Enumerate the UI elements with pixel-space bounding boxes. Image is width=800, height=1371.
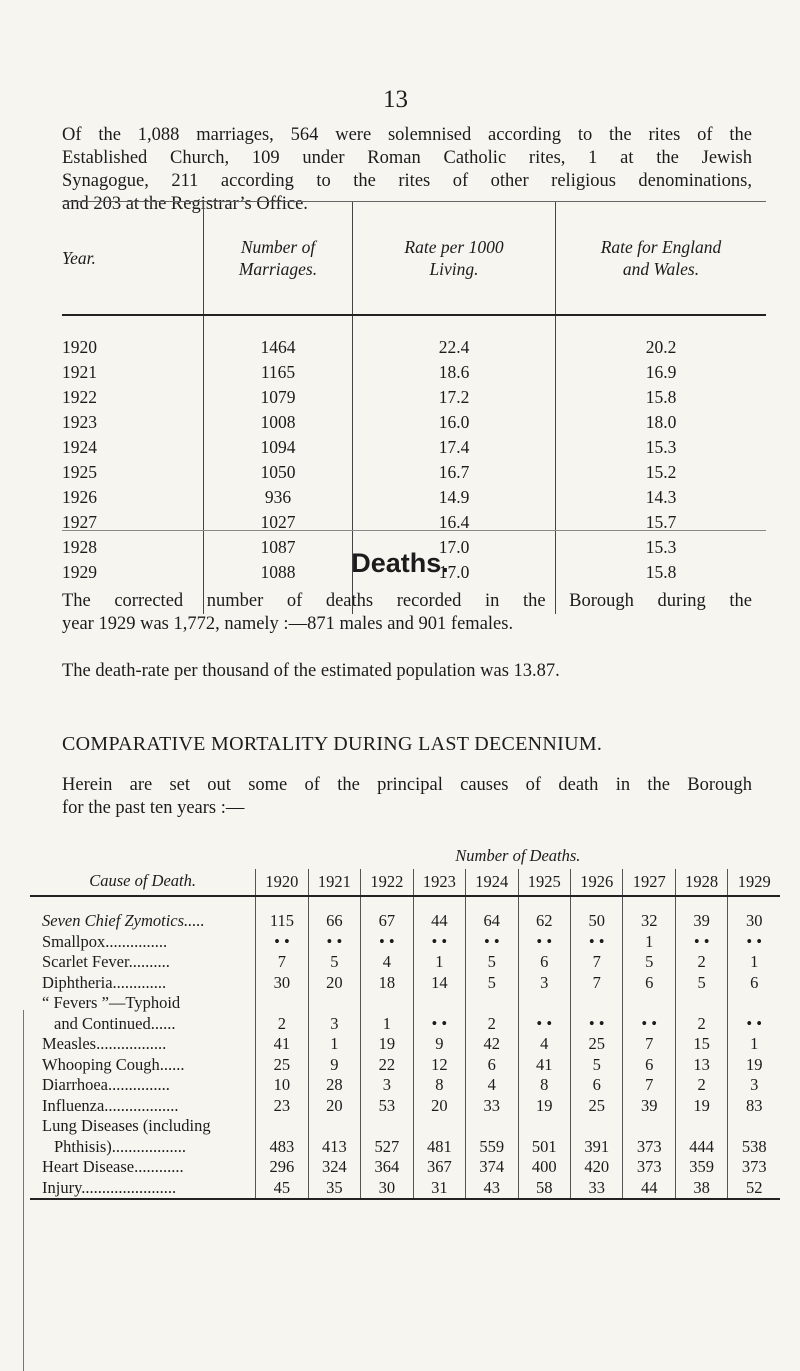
cell-rate: 16.4	[353, 510, 556, 535]
cell-number: 1008	[204, 410, 353, 435]
death-count: 12	[413, 1055, 465, 1076]
cause-label: Measles.................	[42, 1034, 167, 1053]
death-count: 5	[308, 952, 360, 973]
death-count: 7	[623, 1075, 675, 1096]
death-count: 41	[256, 1034, 308, 1055]
cell-eng: 15.8	[556, 385, 767, 410]
deaths-line: year 1929 was 1,772, namely :—871 males and 901 females.	[62, 614, 514, 634]
death-count	[728, 1116, 780, 1137]
death-count: 25	[571, 1096, 623, 1117]
death-count	[623, 1116, 675, 1137]
death-count: 50	[571, 911, 623, 932]
death-count: 7	[571, 952, 623, 973]
death-count: 2	[675, 1014, 727, 1035]
cell-year: 1928	[62, 537, 97, 557]
death-count: 6	[623, 1055, 675, 1076]
death-count: 45	[256, 1178, 308, 1200]
cell-number: 1079	[204, 385, 353, 410]
death-count: 6	[728, 973, 780, 994]
death-count: 559	[466, 1137, 518, 1158]
mortality-line: Herein are set out some of the principal causes of death in the Borough	[62, 775, 752, 795]
death-rate-paragraph: The death-rate per thousand of the estimated population was 13.87.	[62, 661, 560, 681]
death-count: 483	[256, 1137, 308, 1158]
cell-eng: 15.3	[556, 435, 767, 460]
cause-row	[30, 993, 780, 1014]
death-count: 5	[571, 1055, 623, 1076]
death-count: 19	[361, 1034, 413, 1055]
cause-label: Heart Disease............	[42, 1157, 184, 1176]
cause-row	[30, 952, 780, 973]
cell-rate: 17.0	[353, 535, 556, 560]
intro-line: Synagogue, 211 according to the rites of other religious denominations,	[62, 171, 752, 191]
header-year-1920: 1920	[256, 869, 308, 896]
cause-row	[30, 1096, 780, 1117]
death-count: 5	[466, 973, 518, 994]
death-count	[413, 993, 465, 1014]
marriage-row	[62, 315, 766, 360]
death-count: 32	[623, 911, 675, 932]
death-count: 501	[518, 1137, 570, 1158]
cell-number: 1087	[204, 535, 353, 560]
cell-rate: 22.4	[353, 315, 556, 360]
death-count: 25	[571, 1034, 623, 1055]
mortality-line: for the past ten years :—	[62, 798, 245, 818]
death-count: 324	[308, 1157, 360, 1178]
death-count: 19	[728, 1055, 780, 1076]
death-count: 20	[413, 1096, 465, 1117]
death-count: 6	[518, 952, 570, 973]
death-count: 2	[466, 1014, 518, 1035]
death-count: 391	[571, 1137, 623, 1158]
death-count: 83	[728, 1096, 780, 1117]
cause-label: Whooping Cough......	[42, 1054, 185, 1074]
death-count: • •	[413, 932, 465, 953]
death-count: 364	[361, 1157, 413, 1178]
death-count: 42	[466, 1034, 518, 1055]
margin-rule	[23, 1010, 24, 1371]
death-count	[623, 993, 675, 1014]
death-count: 367	[413, 1157, 465, 1178]
death-count: • •	[571, 1014, 623, 1035]
death-count: 6	[466, 1055, 518, 1076]
header-number: Number of Marriages.	[204, 202, 353, 315]
death-count: 38	[675, 1178, 727, 1200]
header-year-1929: 1929	[728, 869, 780, 896]
death-count: 420	[571, 1157, 623, 1178]
cell-eng: 15.2	[556, 460, 767, 485]
death-count: • •	[518, 932, 570, 953]
death-count: 58	[518, 1178, 570, 1200]
death-count: • •	[308, 932, 360, 953]
death-count: 22	[361, 1055, 413, 1076]
header-year-1927: 1927	[623, 869, 675, 896]
death-count: 6	[571, 1075, 623, 1096]
death-count: 373	[623, 1137, 675, 1158]
death-count: 3	[361, 1075, 413, 1096]
cell-year: 1926	[62, 487, 97, 507]
death-count: 10	[256, 1075, 308, 1096]
death-count: 18	[361, 973, 413, 994]
death-count	[466, 993, 518, 1014]
death-count	[308, 1116, 360, 1137]
death-count: 1	[623, 932, 675, 953]
cause-row	[30, 1034, 780, 1055]
cell-year: 1920	[62, 337, 97, 357]
marriage-row	[62, 435, 766, 460]
death-count: 373	[728, 1157, 780, 1178]
death-count: • •	[466, 932, 518, 953]
cause-label: Diphtheria.............	[42, 972, 167, 992]
cell-year: 1929	[62, 562, 97, 582]
death-count: 1	[413, 952, 465, 973]
cell-number: 1094	[204, 435, 353, 460]
death-count: 64	[466, 911, 518, 932]
death-count: 115	[256, 911, 308, 932]
death-count: 2	[675, 952, 727, 973]
intro-line: and 203 at the Registrar’s Office.	[62, 194, 308, 214]
death-count: • •	[413, 1014, 465, 1035]
cause-row	[30, 1055, 780, 1076]
mortality-paragraph	[62, 774, 752, 820]
cause-row	[30, 1178, 780, 1200]
cause-label: Influenza..................	[42, 1095, 179, 1115]
cause-label: “ Fevers ”—Typhoid	[42, 993, 181, 1012]
cause-row	[30, 1116, 780, 1137]
death-count: 1	[308, 1034, 360, 1055]
table-bottom-rule	[62, 530, 766, 531]
cell-number: 1027	[204, 510, 353, 535]
marriage-row	[62, 410, 766, 435]
cell-rate: 17.2	[353, 385, 556, 410]
death-count: • •	[571, 932, 623, 953]
death-count: 7	[571, 973, 623, 994]
cell-number: 1088	[204, 560, 353, 614]
header-year-1928: 1928	[675, 869, 727, 896]
death-count: 527	[361, 1137, 413, 1158]
death-count: • •	[623, 1014, 675, 1035]
header-year-1924: 1924	[466, 869, 518, 896]
spacer-row	[30, 896, 780, 911]
death-count: 52	[728, 1178, 780, 1200]
death-count	[518, 1116, 570, 1137]
cell-rate: 14.9	[353, 485, 556, 510]
mortality-table	[30, 843, 780, 1200]
death-count: 62	[518, 911, 570, 932]
death-count	[361, 1116, 413, 1137]
death-count: 20	[308, 973, 360, 994]
death-count	[256, 1116, 308, 1137]
cell-year: 1922	[62, 387, 97, 407]
death-count: 400	[518, 1157, 570, 1178]
death-count: 444	[675, 1137, 727, 1158]
death-count: • •	[256, 932, 308, 953]
death-count: 31	[413, 1178, 465, 1200]
death-count	[413, 1116, 465, 1137]
death-count: 5	[623, 952, 675, 973]
death-count: 41	[518, 1055, 570, 1076]
cause-label: Injury.......................	[30, 1178, 256, 1200]
intro-line: Established Church, 109 under Roman Catholic rites, 1 at the Jewish	[62, 148, 752, 168]
cell-eng: 15.3	[556, 535, 767, 560]
death-count	[361, 993, 413, 1014]
cell-rate: 16.7	[353, 460, 556, 485]
death-count	[571, 993, 623, 1014]
marriage-row	[62, 360, 766, 385]
mortality-heading: COMPARATIVE MORTALITY DURING LAST DECENNIUM.	[62, 733, 603, 755]
death-count: 3	[728, 1075, 780, 1096]
death-count	[308, 993, 360, 1014]
cell-rate: 17.0	[353, 560, 556, 614]
death-count: 1	[361, 1014, 413, 1035]
death-count: 43	[466, 1178, 518, 1200]
header-rate: Rate per 1000 Living.	[353, 202, 556, 315]
cause-row	[30, 1075, 780, 1096]
death-count: 5	[466, 952, 518, 973]
death-count	[518, 993, 570, 1014]
cell-year: 1925	[62, 462, 97, 482]
death-count: • •	[728, 1014, 780, 1035]
death-count: 30	[256, 973, 308, 994]
deaths-line: The corrected number of deaths recorded in the Borough during the	[62, 591, 752, 611]
death-count: • •	[518, 1014, 570, 1035]
death-count: 374	[466, 1157, 518, 1178]
death-count: 8	[518, 1075, 570, 1096]
death-count: 296	[256, 1157, 308, 1178]
death-count: 67	[361, 911, 413, 932]
death-count: 66	[308, 911, 360, 932]
death-count	[675, 1116, 727, 1137]
cell-year: 1921	[62, 362, 97, 382]
header-year-1922: 1922	[361, 869, 413, 896]
cell-eng: 18.0	[556, 410, 767, 435]
death-count: 5	[675, 973, 727, 994]
death-count: 30	[361, 1178, 413, 1200]
cause-label: Scarlet Fever..........	[42, 952, 170, 971]
cell-eng: 15.8	[556, 560, 767, 614]
cell-year: 1923	[62, 412, 97, 432]
death-count: 7	[623, 1034, 675, 1055]
death-count: 35	[308, 1178, 360, 1200]
page-number: 13	[383, 86, 408, 113]
cause-label: Lung Diseases (including	[42, 1116, 211, 1135]
cause-label: and Continued......	[54, 1013, 176, 1033]
death-count: 33	[466, 1096, 518, 1117]
death-count: 3	[308, 1014, 360, 1035]
death-count: 9	[413, 1034, 465, 1055]
death-count: 19	[675, 1096, 727, 1117]
cause-row	[30, 932, 780, 953]
death-count: 7	[256, 952, 308, 973]
death-count: 1	[728, 1034, 780, 1055]
death-count: 15	[675, 1034, 727, 1055]
cause-label: Diarrhoea...............	[42, 1075, 170, 1094]
death-count	[675, 993, 727, 1014]
death-count: 1	[728, 952, 780, 973]
cell-year: 1924	[62, 437, 97, 457]
marriage-row	[62, 510, 766, 535]
marriage-row	[62, 485, 766, 510]
header-year-1925: 1925	[518, 869, 570, 896]
cell-year: 1927	[62, 512, 97, 532]
cell-eng: 16.9	[556, 360, 767, 385]
death-count: 6	[623, 973, 675, 994]
death-count: 4	[466, 1075, 518, 1096]
cause-row	[30, 911, 780, 932]
marriages-header-row	[62, 202, 766, 315]
cell-eng: 15.7	[556, 510, 767, 535]
death-count: 20	[308, 1096, 360, 1117]
death-count	[728, 993, 780, 1014]
header-year-1923: 1923	[413, 869, 465, 896]
death-count: 9	[308, 1055, 360, 1076]
cause-row	[30, 1157, 780, 1178]
cause-label: Smallpox...............	[42, 931, 168, 951]
death-count	[571, 1116, 623, 1137]
death-count: • •	[728, 932, 780, 953]
cell-rate: 18.6	[353, 360, 556, 385]
cell-rate: 17.4	[353, 435, 556, 460]
marriage-row	[62, 460, 766, 485]
cell-number: 936	[204, 485, 353, 510]
death-count: 30	[728, 911, 780, 932]
cell-eng: 14.3	[556, 485, 767, 510]
cell-number: 1165	[204, 360, 353, 385]
death-count: 8	[413, 1075, 465, 1096]
mortality-span-row	[30, 843, 780, 869]
death-count: 53	[361, 1096, 413, 1117]
header-england-rate: Rate for England and Wales.	[556, 202, 767, 315]
header-year-1921: 1921	[308, 869, 360, 896]
death-count: • •	[675, 932, 727, 953]
cell-number: 1050	[204, 460, 353, 485]
death-count: 4	[518, 1034, 570, 1055]
death-count: 413	[308, 1137, 360, 1158]
header-year-1926: 1926	[571, 869, 623, 896]
deaths-title: Deaths.	[351, 548, 449, 578]
death-count	[256, 993, 308, 1014]
death-count: • •	[361, 932, 413, 953]
death-count: 13	[675, 1055, 727, 1076]
intro-line: Of the 1,088 marriages, 564 were solemnised according to the rites of the	[62, 125, 752, 145]
death-count: 39	[675, 911, 727, 932]
cell-number: 1464	[204, 315, 353, 360]
cause-row	[30, 1137, 780, 1158]
cause-label: Seven Chief Zymotics.....	[42, 911, 205, 930]
death-count: 44	[413, 911, 465, 932]
death-count: 481	[413, 1137, 465, 1158]
deaths-paragraph	[62, 590, 752, 636]
header-number-of-deaths: Number of Deaths.	[455, 846, 581, 865]
death-count: 2	[256, 1014, 308, 1035]
death-count: 4	[361, 952, 413, 973]
cause-row	[30, 973, 780, 994]
death-count: 2	[675, 1075, 727, 1096]
cause-row	[30, 1014, 780, 1035]
header-cause: Cause of Death.	[30, 843, 256, 896]
death-count: 33	[571, 1178, 623, 1200]
header-year: Year.	[62, 202, 204, 315]
cell-eng: 20.2	[556, 315, 767, 360]
death-count: 44	[623, 1178, 675, 1200]
death-count: 14	[413, 973, 465, 994]
cause-label: Phthisis)..................	[54, 1136, 187, 1156]
death-count	[466, 1116, 518, 1137]
death-count: 359	[675, 1157, 727, 1178]
death-count: 23	[256, 1096, 308, 1117]
death-count: 39	[623, 1096, 675, 1117]
marriage-row	[62, 385, 766, 410]
death-count: 28	[308, 1075, 360, 1096]
death-count: 373	[623, 1157, 675, 1178]
death-count: 538	[728, 1137, 780, 1158]
cell-rate: 16.0	[353, 410, 556, 435]
death-count: 25	[256, 1055, 308, 1076]
death-count: 19	[518, 1096, 570, 1117]
death-count: 3	[518, 973, 570, 994]
